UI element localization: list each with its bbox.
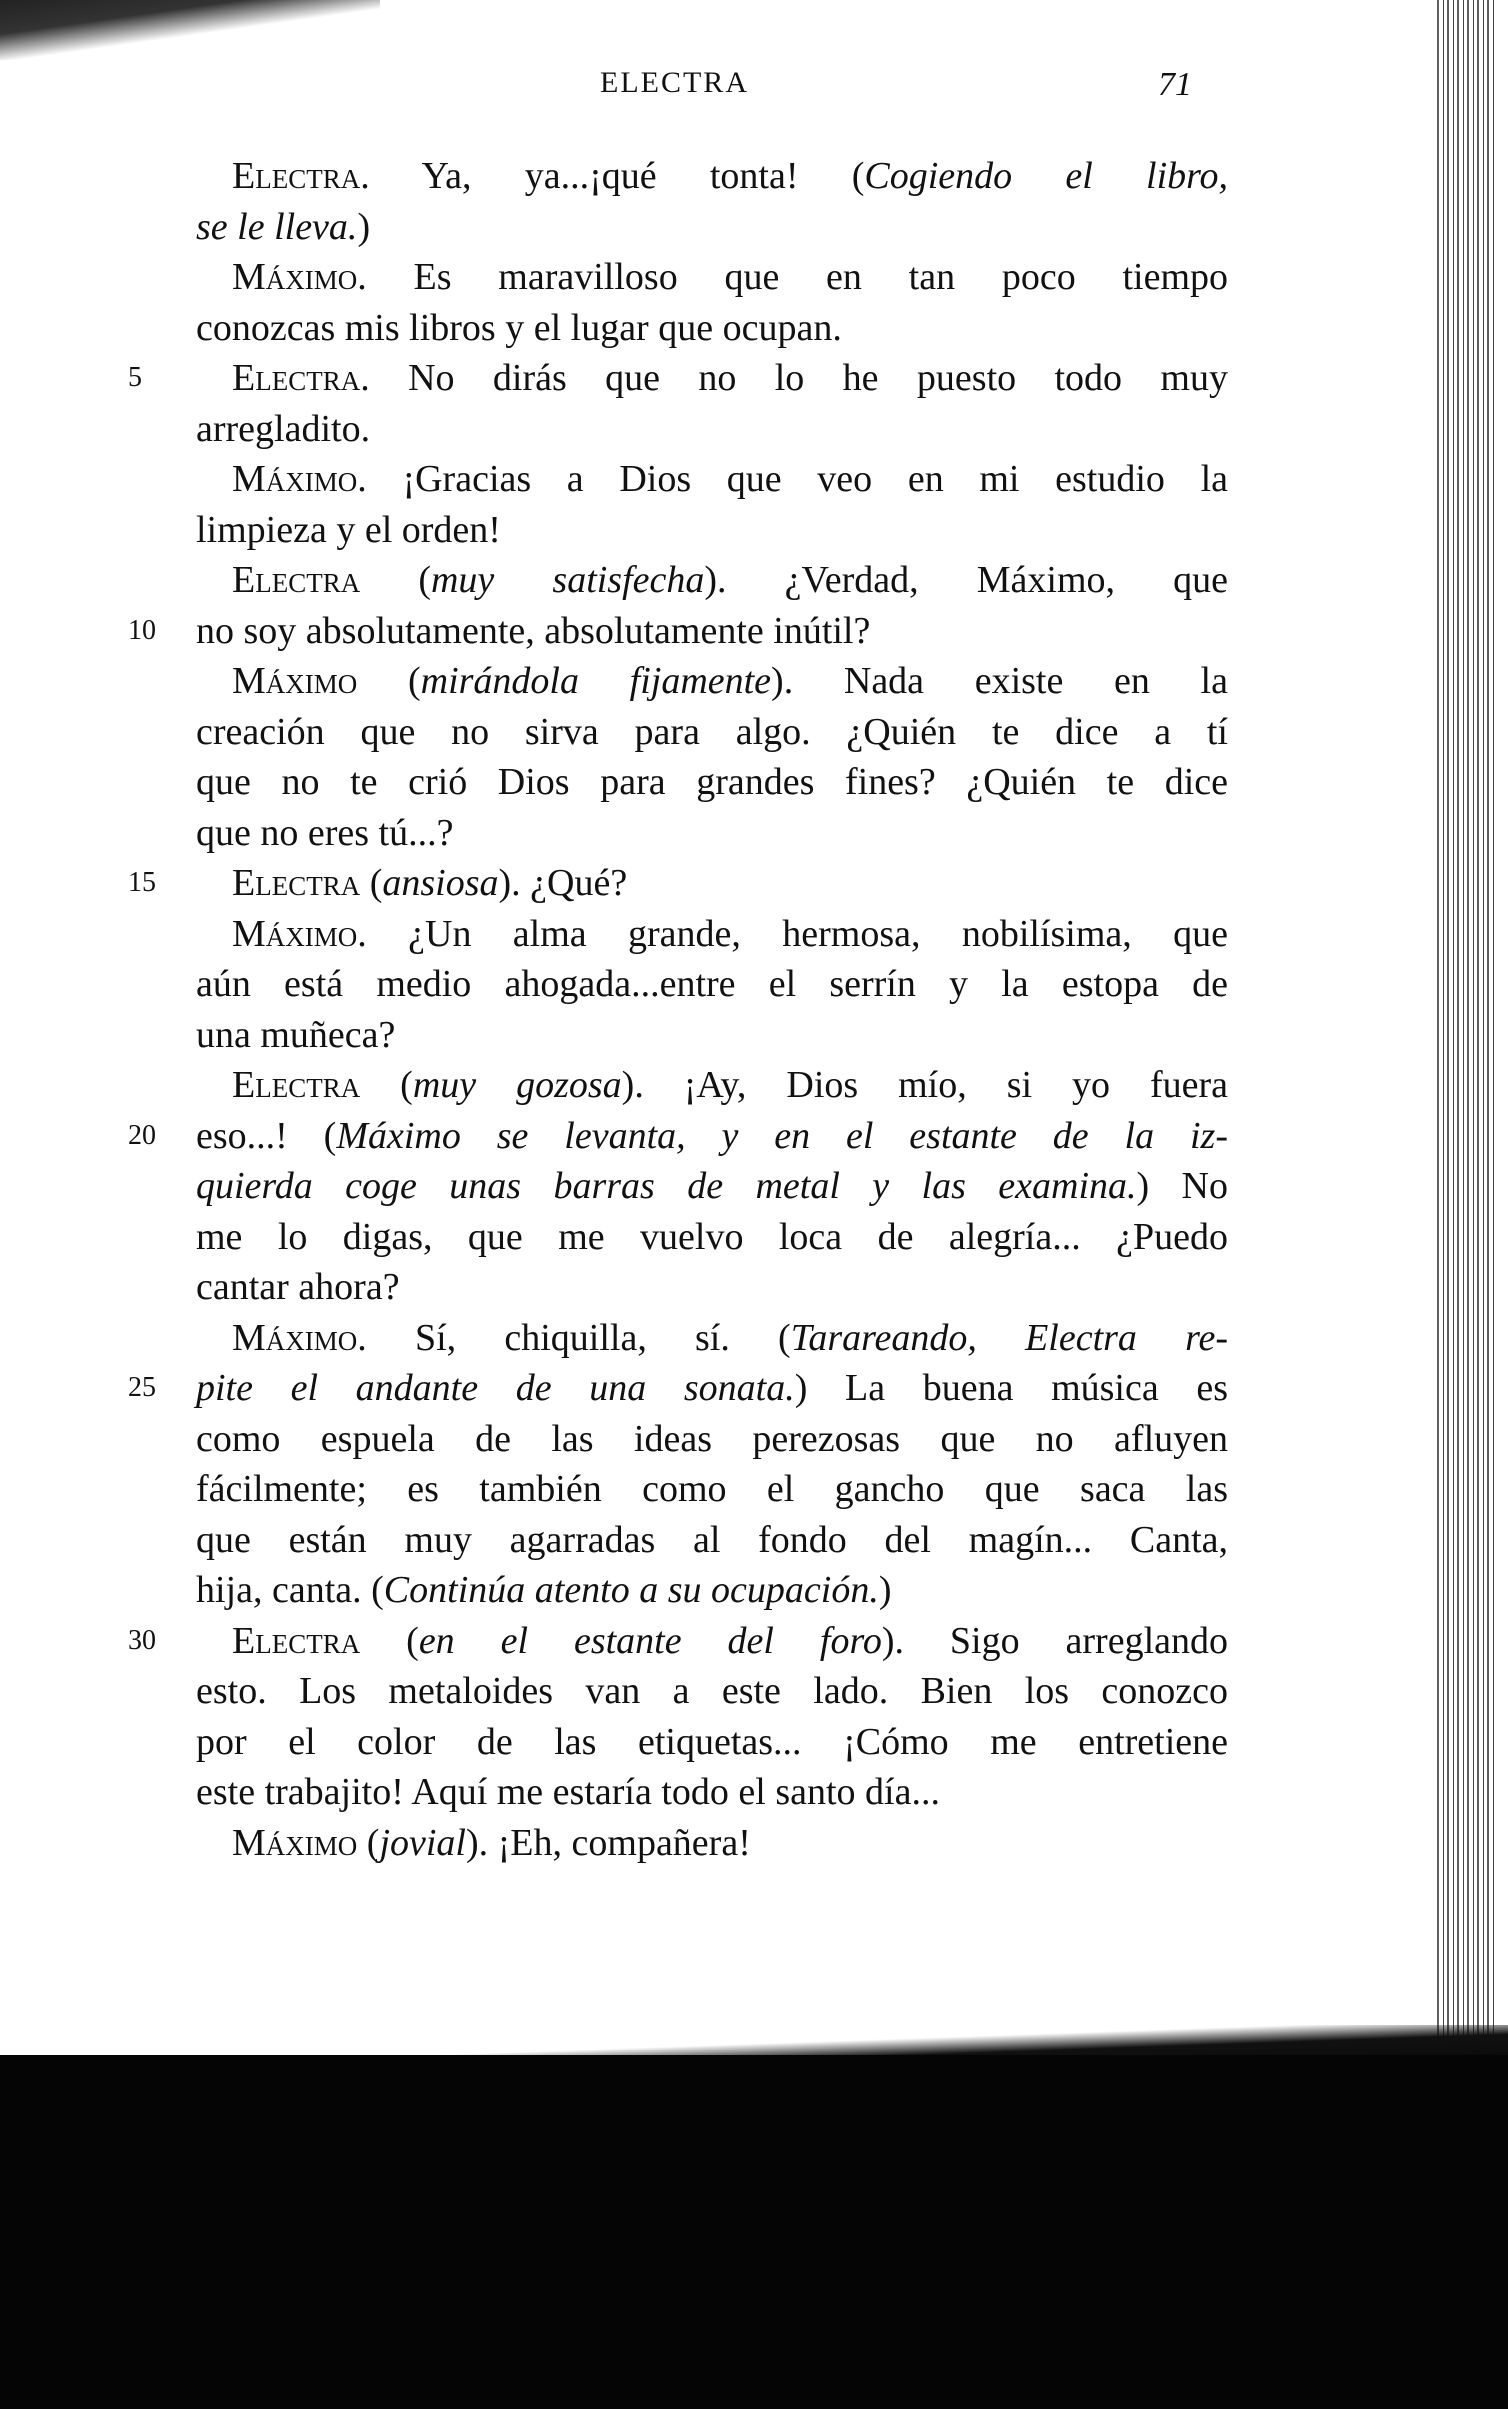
stage-direction: pite el andante de una sonata. [196,1367,795,1409]
speaker-name: Máximo. [232,1317,367,1359]
dialogue-text: que no eres tú...? [196,812,454,854]
text-line [196,1566,1228,1614]
dialogue-text: Ya, ya...¡qué tonta! ( [369,155,865,197]
text-line [196,203,1228,251]
text-line [232,253,1228,301]
dialogue-text: que están muy agarradas al fondo del magín... Canta, [196,1519,1228,1561]
dialogue-text: Es maravilloso que en tan poco tiempo [366,256,1228,298]
dialogue-text: ) No [1136,1165,1228,1207]
dialogue-text: eso...! ( [196,1115,337,1157]
text-line [196,1011,1228,1059]
dialogue-text: este trabajito! Aquí me estaría todo el santo día... [196,1771,940,1813]
text-line [196,1162,1228,1210]
scan-background [0,2055,1508,2409]
line-number: 10 [128,615,156,646]
dialogue-text: conozcas mis libros y el lugar que ocupan. [196,307,842,349]
text-line [196,809,1228,857]
dialogue-text: Sí, chiquilla, sí. ( [366,1317,791,1359]
stage-direction: jovial [379,1822,466,1864]
line-number: 20 [128,1120,156,1151]
text-line [232,859,1228,907]
stage-direction: ansiosa [382,862,499,904]
text-line [196,607,1228,655]
dialogue-text: me lo digas, que me vuelvo loca de alegría... ¿Puedo [196,1216,1228,1258]
stage-direction: Máximo se levanta, y en el estante de la iz- [336,1115,1228,1157]
stage-direction: mirándola fijamente [420,660,772,702]
dialogue-text: ( [360,862,383,904]
line-number: 15 [128,867,156,898]
dialogue-text: que no te crió Dios para grandes fines? ¿Quién te dice [196,761,1228,803]
stage-direction: Tarareando, Electra re- [790,1317,1228,1359]
text-line [196,1718,1228,1766]
dialogue-text: arregladito. [196,408,371,450]
line-number: 5 [128,362,142,393]
text-line [232,1617,1228,1665]
dialogue-text: fácilmente; es también como el gancho que saca las [196,1468,1228,1510]
dialogue-text: ). ¡Eh, compañera! [466,1822,751,1864]
speaker-name: Electra [232,1620,361,1662]
text-line [196,1213,1228,1261]
dialogue-text: ). ¿Qué? [498,862,628,904]
running-header: ELECTRA [600,66,749,99]
speaker-name: Máximo [232,1822,358,1864]
text-line [232,1061,1228,1109]
dialogue-text: por el color de las etiquetas... ¡Cómo me entretiene [196,1721,1228,1763]
text-line [196,1516,1228,1564]
text-line [196,708,1228,756]
text-line [196,304,1228,352]
dialogue-text: esto. Los metaloides van a este lado. Bien los conozco [196,1670,1228,1712]
text-line [196,1768,1228,1816]
speaker-name: Máximo [232,660,358,702]
text-line [232,1314,1228,1362]
dialogue-text: como espuela de las ideas perezosas que no afluyen [196,1418,1228,1460]
stage-direction: muy satisfecha [430,559,705,601]
text-line [232,152,1228,200]
stage-direction: se le lleva. [196,206,358,248]
text-line [232,455,1228,503]
dialogue-text: cantar ahora? [196,1266,400,1308]
dialogue-text: ¡Gracias a Dios que veo en mi estudio la [366,458,1228,500]
dialogue-text: ( [357,660,421,702]
speaker-name: Máximo. [232,913,367,955]
dialogue-text: una muñeca? [196,1014,396,1056]
stage-direction: Continúa atento a su ocupación. [383,1569,879,1611]
dialogue-text: ). Nada existe en la [771,660,1228,702]
stage-direction: Cogiendo el libro, [864,155,1228,197]
text-line [232,657,1228,705]
dialogue-text: limpieza y el orden! [196,509,501,551]
text-line [196,405,1228,453]
dialogue-text: ( [360,559,431,601]
text-line [196,960,1228,1008]
dialogue-text: ) [357,206,371,248]
dialogue-text: ) La buena música es [794,1367,1228,1409]
text-line [196,1263,1228,1311]
page-corner-shadow [0,0,380,60]
text-line [196,1465,1228,1513]
stage-direction: muy gozosa [412,1064,622,1106]
text-line [196,1364,1228,1412]
speaker-name: Electra [232,1064,361,1106]
dialogue-text: no soy absolutamente, absolutamente inútil? [196,610,871,652]
speaker-name: Electra. [232,357,370,399]
text-line [196,1415,1228,1463]
text-line [196,1667,1228,1715]
dialogue-text: ). Sigo arreglando [881,1620,1229,1662]
speaker-name: Máximo. [232,256,367,298]
text-line [232,354,1228,402]
dialogue-text: No dirás que no lo he puesto todo muy [369,357,1228,399]
text-line [232,910,1228,958]
dialogue-text: ( [357,1822,380,1864]
speaker-name: Electra. [232,155,370,197]
speaker-name: Electra [232,559,361,601]
speaker-name: Máximo. [232,458,367,500]
dialogue-text: ( [360,1064,413,1106]
text-line [196,506,1228,554]
dialogue-text: ( [360,1620,419,1662]
text-line [232,556,1228,604]
stage-direction: quierda coge unas barras de metal y las examina. [196,1165,1137,1207]
page-number: 71 [1158,66,1192,103]
dialogue-text: ). ¿Verdad, Máximo, que [704,559,1228,601]
text-line [196,1112,1228,1160]
line-number: 25 [128,1372,156,1403]
speaker-name: Electra [232,862,361,904]
dialogue-text: aún está medio ahogada...entre el serrín y la estopa de [196,963,1228,1005]
dialogue-text: hija, canta. ( [196,1569,384,1611]
text-line [232,1819,1228,1867]
dialogue-text: ). ¡Ay, Dios mío, si yo fuera [621,1064,1228,1106]
book-spine-edge [1434,0,1494,2060]
dialogue-text: ¿Un alma grande, hermosa, nobilísima, que [366,913,1228,955]
dialogue-text: ) [878,1569,892,1611]
text-line [196,758,1228,806]
line-number: 30 [128,1625,156,1656]
stage-direction: en el estante del foro [418,1620,882,1662]
dialogue-text: creación que no sirva para algo. ¿Quién te dice a tí [196,711,1228,753]
